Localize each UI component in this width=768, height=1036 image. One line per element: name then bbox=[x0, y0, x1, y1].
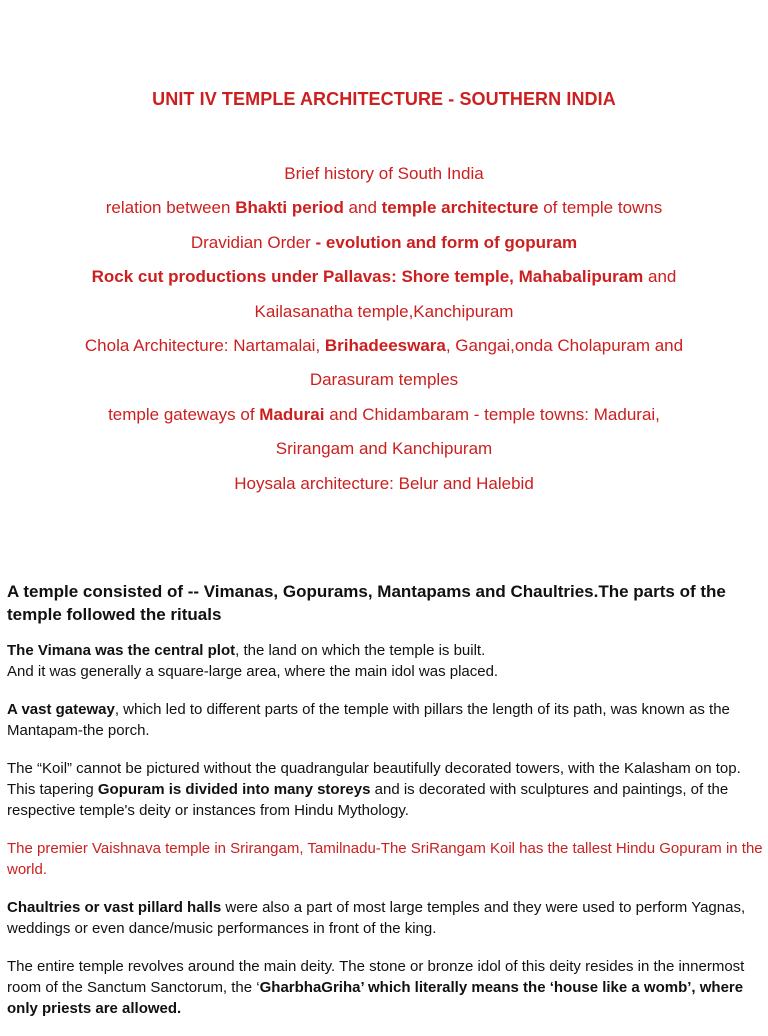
text-run: Dravidian Order bbox=[190, 232, 316, 252]
syllabus-line bbox=[0, 398, 768, 432]
text-run: and bbox=[643, 267, 677, 287]
text-run: The premier Vaishnava temple in Srirangam, Tamilnadu-The SriRangam Koil has the tallest Hindu Gopuram in the world. bbox=[7, 840, 763, 878]
text-run: were also a part of most large temples and they were used to perform Yagnas, weddings or even dance/music performances in front of the king. bbox=[7, 899, 746, 937]
syllabus-line bbox=[0, 295, 768, 329]
syllabus-line bbox=[0, 363, 768, 397]
text-run: , Gangai,onda Cholapuram and bbox=[445, 335, 684, 355]
bold-text: Rock cut productions under Pallavas: Shore temple, Mahabalipuram bbox=[91, 267, 644, 287]
bold-text: Gopuram is divided into many storeys bbox=[97, 781, 371, 798]
bold-text: A vast gateway bbox=[7, 701, 115, 718]
bold-text: GharbhaGriha’ which literally means the ‘house like a womb’, where only priests are allowed. bbox=[7, 979, 744, 1017]
text-run: , the land on which the temple is built. bbox=[235, 642, 486, 659]
syllabus-line bbox=[0, 260, 768, 294]
text-run: and Chidambaram - temple towns: Madurai, bbox=[324, 404, 660, 424]
text-run: of temple towns bbox=[538, 198, 663, 218]
text-run: And it was generally a square-large area, where the main idol was placed. bbox=[7, 663, 499, 680]
section-heading: A temple consisted of -- Vimanas, Gopurams, Mantapams and Chaultries.The parts of the temple followed the rituals bbox=[7, 582, 726, 624]
text-run: and bbox=[343, 198, 382, 218]
bold-text: Madurai bbox=[259, 404, 325, 424]
bold-text: Chaultries or vast pillard halls bbox=[7, 899, 222, 916]
paragraph bbox=[7, 838, 763, 880]
syllabus-line bbox=[0, 432, 768, 466]
bold-text: Brihadeeswara bbox=[324, 335, 446, 355]
paragraph bbox=[7, 758, 763, 821]
syllabus-line bbox=[0, 157, 768, 191]
syllabus-line bbox=[0, 226, 768, 260]
text-run: Srirangam and Kanchipuram bbox=[275, 439, 493, 459]
paragraph bbox=[7, 699, 763, 741]
syllabus-line bbox=[0, 467, 768, 501]
text-run: temple gateways of bbox=[108, 404, 260, 424]
text-run: , which led to different parts of the temple with pillars the length of its path, was known as the Mantapam-the porch. bbox=[7, 701, 730, 739]
text-run: Hoysala architecture: Belur and Halebid bbox=[234, 473, 534, 493]
text-run: Chola Architecture: Nartamalai, bbox=[84, 335, 325, 355]
paragraph bbox=[7, 956, 763, 1019]
text-run: The “Koil” cannot be pictured without the quadrangular beautifully decorated towers, with the Kalasham on top. This tapering bbox=[7, 760, 741, 798]
bold-text: temple architecture bbox=[381, 198, 539, 218]
bold-text: - evolution and form of gopuram bbox=[315, 232, 578, 252]
document-title: UNIT IV TEMPLE ARCHITECTURE - SOUTHERN INDIA bbox=[152, 89, 616, 109]
paragraph bbox=[7, 897, 763, 939]
bold-text: Bhakti period bbox=[235, 198, 344, 218]
text-run: Brief history of South India bbox=[284, 164, 484, 183]
text-run: relation between bbox=[105, 198, 236, 218]
syllabus-line bbox=[0, 329, 768, 363]
document-body bbox=[7, 580, 763, 1036]
text-run: and is decorated with sculptures and paintings, of the respective temple's deity or instances from Hindu Mythology. bbox=[7, 781, 729, 819]
bold-text: The Vimana was the central plot bbox=[7, 642, 236, 659]
paragraph bbox=[7, 640, 763, 682]
paragraph-list bbox=[7, 640, 763, 1019]
syllabus-list bbox=[0, 157, 768, 501]
text-run: The entire temple revolves around the main deity. The stone or bronze idol of this deity resides in the innermost room of the Sanctum Sanctorum, the ‘ bbox=[7, 958, 745, 996]
syllabus-line bbox=[0, 191, 768, 225]
text-run: Kailasanatha temple,Kanchipuram bbox=[254, 301, 514, 321]
text-run: Darasuram temples bbox=[309, 370, 459, 390]
